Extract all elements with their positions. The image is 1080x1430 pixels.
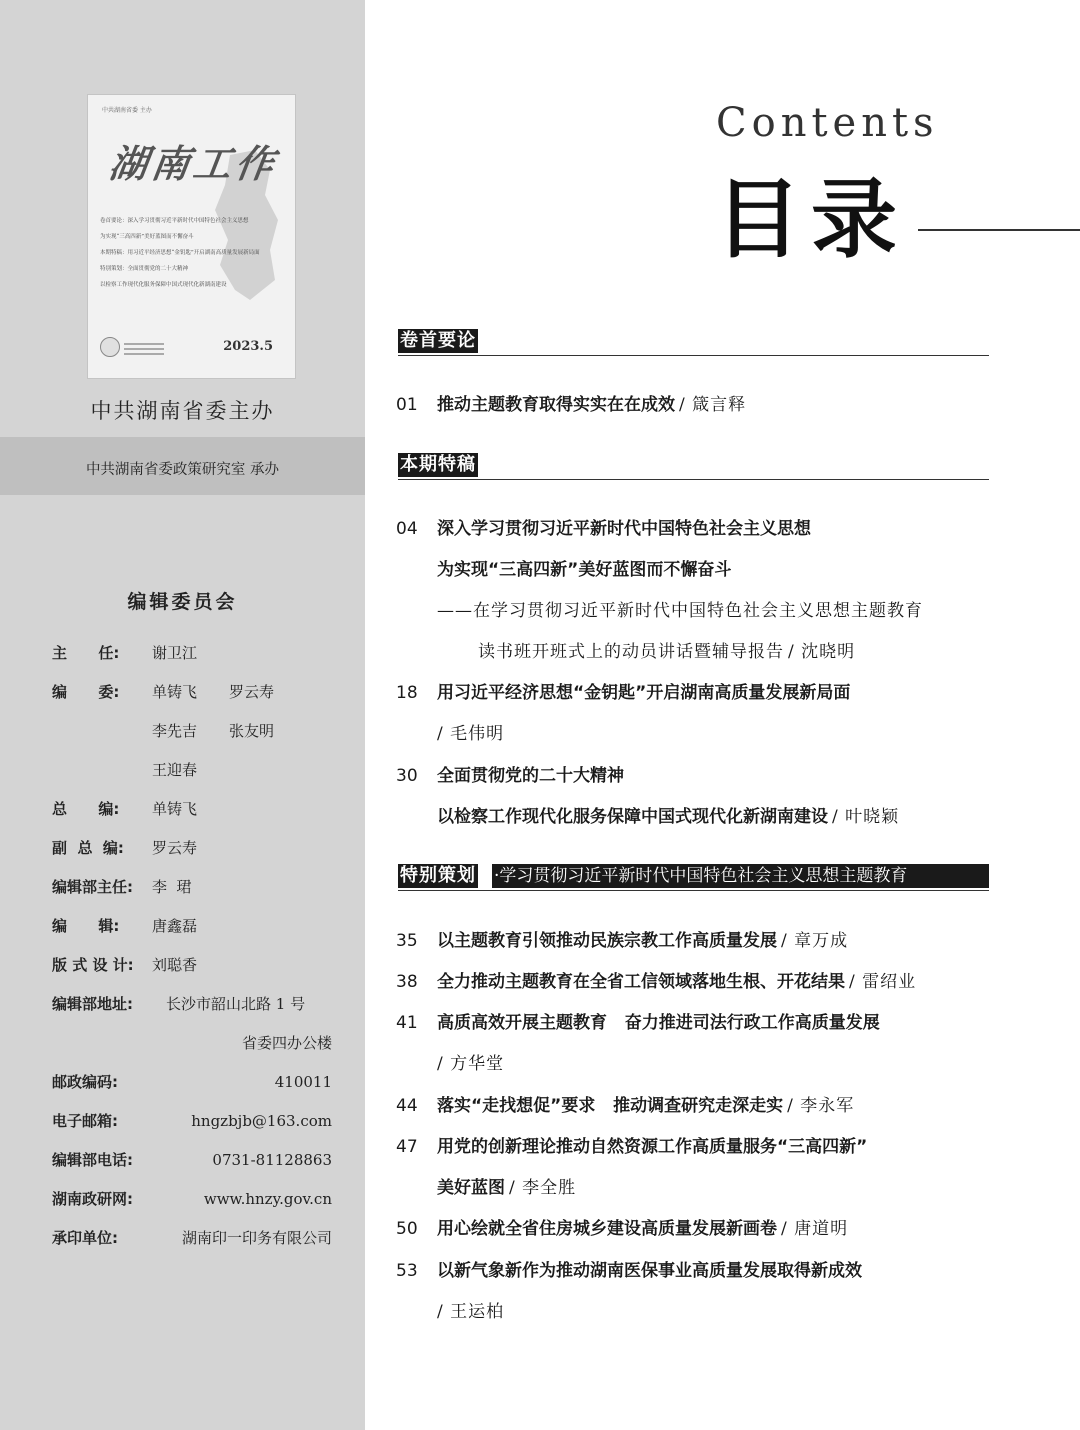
toc-entry[interactable] — [396, 680, 850, 706]
section-tag: 本期特稿 — [400, 454, 476, 475]
section-tag: 卷首要论 — [400, 330, 476, 351]
staff-value: 罗云寿 — [152, 839, 198, 857]
cover-headline: 特别策划：全面贯彻党的二十大精神 — [100, 266, 189, 272]
staff-value: 长沙市韶山北路 1 号 — [166, 995, 306, 1013]
staff-value: 单铸飞 — [152, 683, 198, 701]
staff-value: 410011 — [274, 1073, 332, 1091]
staff-row — [52, 1188, 342, 1227]
page-number: 04 — [396, 519, 418, 539]
staff-website: www.hnzy.gov.cn — [203, 1190, 332, 1208]
mulu-heading: 目录 — [715, 170, 907, 270]
article-title-line2: 以检察工作现代化服务保障中国式现代化新湖南建设 — [437, 807, 828, 827]
editorial-board-title: 编辑委员会 — [127, 591, 238, 613]
article-subtitle-text: 读书班开班式上的动员讲话暨辅导报告 — [478, 642, 784, 662]
staff-label: 承印单位: — [52, 1229, 118, 1247]
article-title: 用习近平经济思想“金钥匙”开启湖南高质量发展新局面 — [437, 683, 851, 703]
page-number: 47 — [396, 1137, 418, 1157]
article-author: / 沈晓明 — [788, 642, 856, 662]
cover-headline: 本期特稿：用习近平经济思想“金钥匙”开启湖南高质量发展新局面 — [100, 250, 260, 256]
section-tag-extension: ·学习贯彻习近平新时代中国特色社会主义思想主题教育 — [492, 864, 989, 888]
toc-entry-line2 — [437, 557, 731, 583]
staff-row — [52, 1032, 342, 1071]
page-number: 53 — [396, 1261, 418, 1281]
staff-value: 王迎春 — [152, 761, 198, 779]
article-author: / 方华堂 — [437, 1054, 505, 1074]
article-author: / 毛伟明 — [437, 724, 505, 744]
cover-brand-logo: 湖南工作 — [106, 141, 281, 186]
staff-value: 李 珺 — [152, 878, 192, 896]
cover-seal-icon — [100, 337, 120, 357]
staff-label: 编辑部电话: — [52, 1151, 133, 1169]
staff-row — [52, 642, 342, 681]
article-title: 全面贯彻党的二十大精神 — [437, 766, 624, 786]
staff-label: 副 总 编: — [52, 839, 124, 857]
article-title: 以新气象新作为推动湖南医保事业高质量发展取得新成效 — [437, 1261, 862, 1281]
staff-value: 罗云寿 — [229, 683, 275, 701]
article-title: 以主题教育引领推动民族宗教工作高质量发展 — [437, 931, 777, 951]
article-title: 深入学习贯彻习近平新时代中国特色社会主义思想 — [437, 519, 811, 539]
staff-row — [52, 876, 342, 915]
cover-top-line: 中共湖南省委 主办 — [102, 107, 152, 114]
section-header — [398, 329, 989, 356]
article-title: 高质高效开展主题教育 奋力推进司法行政工作高质量发展 — [437, 1013, 880, 1033]
toc-entry-line2 — [437, 721, 504, 747]
staff-row — [52, 1110, 342, 1149]
article-title: 全力推动主题教育在全省工信领域落地生根、开花结果 — [437, 972, 845, 992]
page-number: 30 — [396, 766, 418, 786]
cover-headline: 卷首要论：深入学习贯彻习近平新时代中国特色社会主义思想 — [100, 218, 249, 224]
page-number: 50 — [396, 1219, 418, 1239]
toc-entry[interactable] — [396, 928, 848, 954]
staff-row — [52, 1227, 342, 1266]
staff-value: 唐鑫磊 — [152, 917, 198, 935]
staff-row — [52, 1149, 342, 1188]
staff-label: 电子邮箱: — [52, 1112, 118, 1130]
staff-label: 编 辑: — [52, 917, 120, 935]
toc-entry-line2 — [437, 1175, 576, 1201]
staff-row — [52, 1071, 342, 1110]
staff-value: 湖南印一印务有限公司 — [181, 1229, 332, 1247]
staff-label: 总 编: — [52, 800, 120, 818]
article-author: / 王运柏 — [437, 1302, 505, 1322]
article-author: / 雷绍业 — [849, 972, 917, 992]
cover-headline: 为实现“三高四新”美好蓝图而不懈奋斗 — [100, 234, 194, 240]
staff-row — [52, 798, 342, 837]
toc-entry-line2 — [437, 1299, 504, 1325]
staff-row — [52, 954, 342, 993]
heading-rule — [918, 229, 1080, 231]
toc-entry[interactable] — [396, 763, 624, 789]
article-author: / 箴言释 — [679, 395, 747, 415]
cover-headline: 以检察工作现代化服务保障中国式现代化新湖南建设 — [100, 282, 227, 288]
cover-headlines — [100, 217, 286, 297]
staff-row — [52, 993, 342, 1032]
staff-label: 版 式 设 计: — [52, 956, 134, 974]
article-title-line2: 为实现“三高四新”美好蓝图而不懈奋斗 — [437, 560, 732, 580]
staff-value: 李先吉 — [152, 722, 198, 740]
article-title: 落实“走找想促”要求 推动调查研究走深走实 — [437, 1096, 784, 1116]
sidebar — [0, 0, 365, 1430]
page-number: 01 — [396, 395, 418, 415]
toc-entry[interactable] — [396, 1010, 880, 1036]
staff-row — [52, 720, 342, 759]
cover-issue-number: 2023.5 — [223, 339, 273, 354]
staff-label: 编辑部主任: — [52, 878, 133, 896]
staff-value: 刘聪香 — [152, 956, 198, 974]
undertake-text: 中共湖南省委政策研究室 承办 — [85, 462, 280, 478]
section-tag: 特别策划 — [400, 865, 476, 886]
article-author: / 李全胜 — [509, 1178, 577, 1198]
staff-value: 省委四办公楼 — [241, 1034, 332, 1052]
article-author: / 章万成 — [781, 931, 849, 951]
staff-list — [52, 642, 342, 1266]
staff-label: 邮政编码: — [52, 1073, 118, 1091]
page-number: 18 — [396, 683, 418, 703]
toc-entry[interactable] — [396, 1093, 854, 1119]
page-number: 41 — [396, 1013, 418, 1033]
article-title: 用心绘就全省住房城乡建设高质量发展新画卷 — [437, 1219, 777, 1239]
staff-row — [52, 759, 342, 798]
article-author: / 唐道明 — [781, 1219, 849, 1239]
article-title: 推动主题教育取得实实在在成效 — [437, 395, 675, 415]
staff-label: 编 委: — [52, 683, 120, 701]
page-number: 38 — [396, 972, 418, 992]
toc-entry-line2 — [437, 804, 899, 830]
article-title-line2: 美好蓝图 — [437, 1178, 505, 1198]
contents-heading: Contents — [716, 100, 939, 146]
staff-row — [52, 915, 342, 954]
staff-row — [52, 837, 342, 876]
cover-seal-text — [124, 343, 164, 358]
toc-entry[interactable] — [396, 1258, 862, 1284]
toc-entry[interactable] — [396, 1134, 867, 1160]
staff-phone: 0731-81128863 — [212, 1151, 332, 1169]
staff-row — [52, 681, 342, 720]
page-number: 44 — [396, 1096, 418, 1116]
staff-email: hngzbjb@163.com — [191, 1112, 332, 1130]
staff-value: 谢卫江 — [152, 644, 198, 662]
article-author: / 李永军 — [787, 1096, 855, 1116]
staff-label: 湖南政研网: — [52, 1190, 133, 1208]
article-subtitle-line2 — [478, 639, 855, 665]
toc-entry[interactable] — [396, 1216, 848, 1242]
sponsor-text: 中共湖南省委主办 — [90, 399, 275, 423]
section-header — [398, 453, 989, 480]
page-number: 35 — [396, 931, 418, 951]
toc-entry-line2 — [437, 1051, 504, 1077]
staff-label: 编辑部地址: — [52, 995, 133, 1013]
toc-entry[interactable] — [396, 969, 916, 995]
staff-value: 张友明 — [229, 722, 275, 740]
toc-entry[interactable] — [396, 392, 746, 418]
magazine-cover-image — [88, 95, 295, 378]
toc-entry[interactable] — [396, 516, 811, 542]
article-author: / 叶晓颖 — [832, 807, 900, 827]
article-title: 用党的创新理论推动自然资源工作高质量服务“三高四新” — [437, 1137, 868, 1157]
staff-value: 单铸飞 — [152, 800, 198, 818]
section-header — [398, 864, 989, 891]
staff-label: 主 任: — [52, 644, 120, 662]
article-subtitle: ——在学习贯彻习近平新时代中国特色社会主义思想主题教育 — [437, 601, 923, 621]
